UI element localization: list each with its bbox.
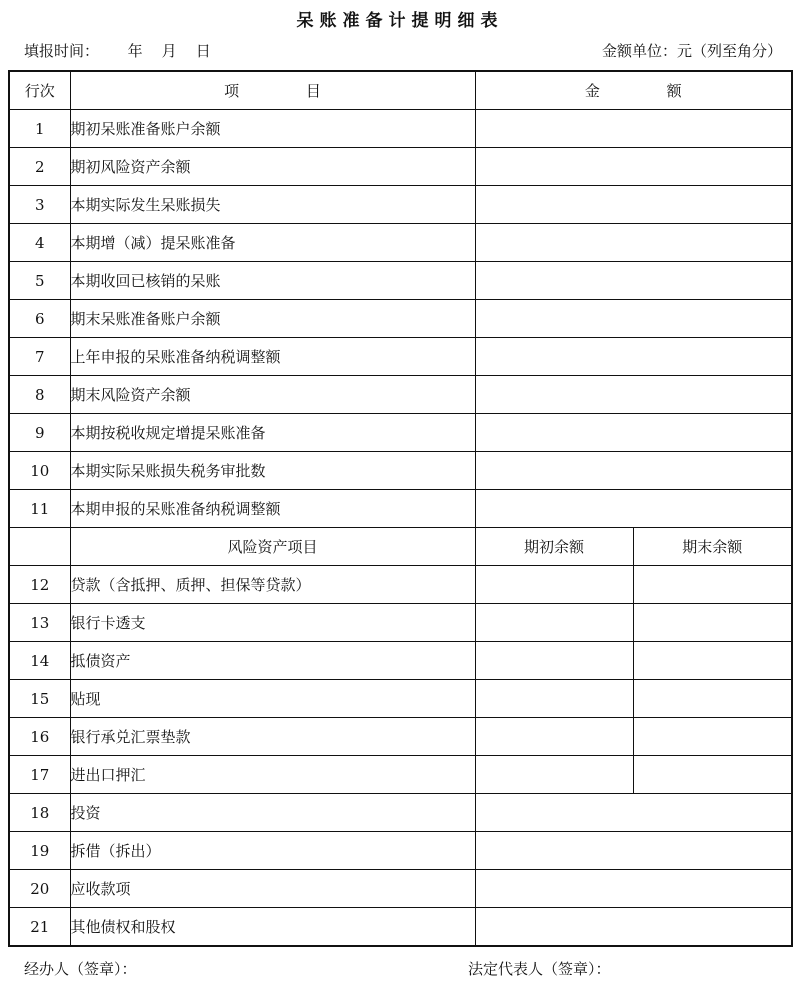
closing-balance-cell[interactable] [633,642,792,680]
opening-balance-header: 期初余额 [475,528,633,566]
table-row [9,794,792,832]
item-label: 拆借（拆出） [70,832,475,870]
amount-cell[interactable] [475,148,792,186]
table-row [9,604,792,642]
amount-cell[interactable] [475,262,792,300]
amount-cell[interactable] [475,338,792,376]
table-row [9,718,792,756]
legal-rep-signature: 法定代表人（签章）： [468,960,611,978]
line-number: 16 [9,718,70,756]
line-number: 10 [9,452,70,490]
empty-line-no [9,528,70,566]
header-amount: 金 额 [475,71,792,110]
amount-cell[interactable] [475,414,792,452]
item-label: 本期按税收规定增提呆账准备 [70,414,475,452]
item-label: 期初风险资产余额 [70,148,475,186]
line-number: 11 [9,490,70,528]
header-line-no: 行次 [9,71,70,110]
line-number: 20 [9,870,70,908]
opening-balance-cell[interactable] [475,604,633,642]
closing-balance-cell[interactable] [633,756,792,794]
line-number: 19 [9,832,70,870]
table-row [9,642,792,680]
opening-balance-cell[interactable] [475,566,633,604]
item-label: 期末风险资产余额 [70,376,475,414]
item-label: 银行承兑汇票垫款 [70,718,475,756]
closing-balance-cell[interactable] [633,680,792,718]
amount-cell[interactable] [475,300,792,338]
item-label: 贷款（含抵押、质押、担保等贷款） [70,566,475,604]
item-label: 银行卡透支 [70,604,475,642]
risk-assets-header: 风险资产项目 [70,528,475,566]
item-label: 本期增（减）提呆账准备 [70,224,475,262]
table-row [9,756,792,794]
line-number: 2 [9,148,70,186]
line-number: 14 [9,642,70,680]
amount-cell[interactable] [475,832,792,870]
amount-cell[interactable] [475,452,792,490]
closing-balance-cell[interactable] [633,566,792,604]
item-label: 本期实际呆账损失税务审批数 [70,452,475,490]
amount-unit: 金额单位：元（列至角分） [601,42,782,60]
opening-balance-cell[interactable] [475,756,633,794]
line-number: 8 [9,376,70,414]
fill-time: 填报时间： 年 月 日 [24,42,211,60]
closing-balance-header: 期末余额 [633,528,792,566]
line-number: 15 [9,680,70,718]
amount-cell[interactable] [475,908,792,947]
table-row [9,414,792,452]
item-label: 抵债资产 [70,642,475,680]
table-row [9,148,792,186]
table-row [9,300,792,338]
table-row [9,110,792,148]
table-header-row [9,71,792,110]
line-number: 21 [9,908,70,947]
amount-cell[interactable] [475,870,792,908]
item-label: 投资 [70,794,475,832]
table-row [9,186,792,224]
handler-signature: 经办人（签章）： [24,960,137,978]
item-label: 本期收回已核销的呆账 [70,262,475,300]
line-number: 5 [9,262,70,300]
opening-balance-cell[interactable] [475,680,633,718]
table-row [9,262,792,300]
line-number: 13 [9,604,70,642]
table-row [9,832,792,870]
table-row [9,452,792,490]
closing-balance-cell[interactable] [633,604,792,642]
line-number: 3 [9,186,70,224]
line-number: 17 [9,756,70,794]
risk-section-header-row [9,528,792,566]
line-number: 18 [9,794,70,832]
item-label: 上年申报的呆账准备纳税调整额 [70,338,475,376]
line-number: 6 [9,300,70,338]
item-label: 进出口押汇 [70,756,475,794]
table-row [9,680,792,718]
table-row [9,870,792,908]
line-number: 12 [9,566,70,604]
bad-debt-reserve-table [8,70,793,947]
table-row [9,490,792,528]
table-row [9,908,792,947]
amount-cell[interactable] [475,186,792,224]
table-row [9,224,792,262]
form-title: 呆账准备计提明细表 [296,11,504,31]
table-row [9,376,792,414]
opening-balance-cell[interactable] [475,718,633,756]
amount-cell[interactable] [475,794,792,832]
item-label: 贴现 [70,680,475,718]
header-item: 项 目 [70,71,475,110]
closing-balance-cell[interactable] [633,718,792,756]
table-row [9,338,792,376]
table-row [9,566,792,604]
line-number: 1 [9,110,70,148]
item-label: 期末呆账准备账户余额 [70,300,475,338]
item-label: 其他债权和股权 [70,908,475,947]
amount-cell[interactable] [475,490,792,528]
amount-cell[interactable] [475,376,792,414]
item-label: 应收款项 [70,870,475,908]
item-label: 本期申报的呆账准备纳税调整额 [70,490,475,528]
line-number: 4 [9,224,70,262]
item-label: 本期实际发生呆账损失 [70,186,475,224]
amount-cell[interactable] [475,224,792,262]
item-label: 期初呆账准备账户余额 [70,110,475,148]
line-number: 9 [9,414,70,452]
line-number: 7 [9,338,70,376]
amount-cell[interactable] [475,110,792,148]
opening-balance-cell[interactable] [475,642,633,680]
